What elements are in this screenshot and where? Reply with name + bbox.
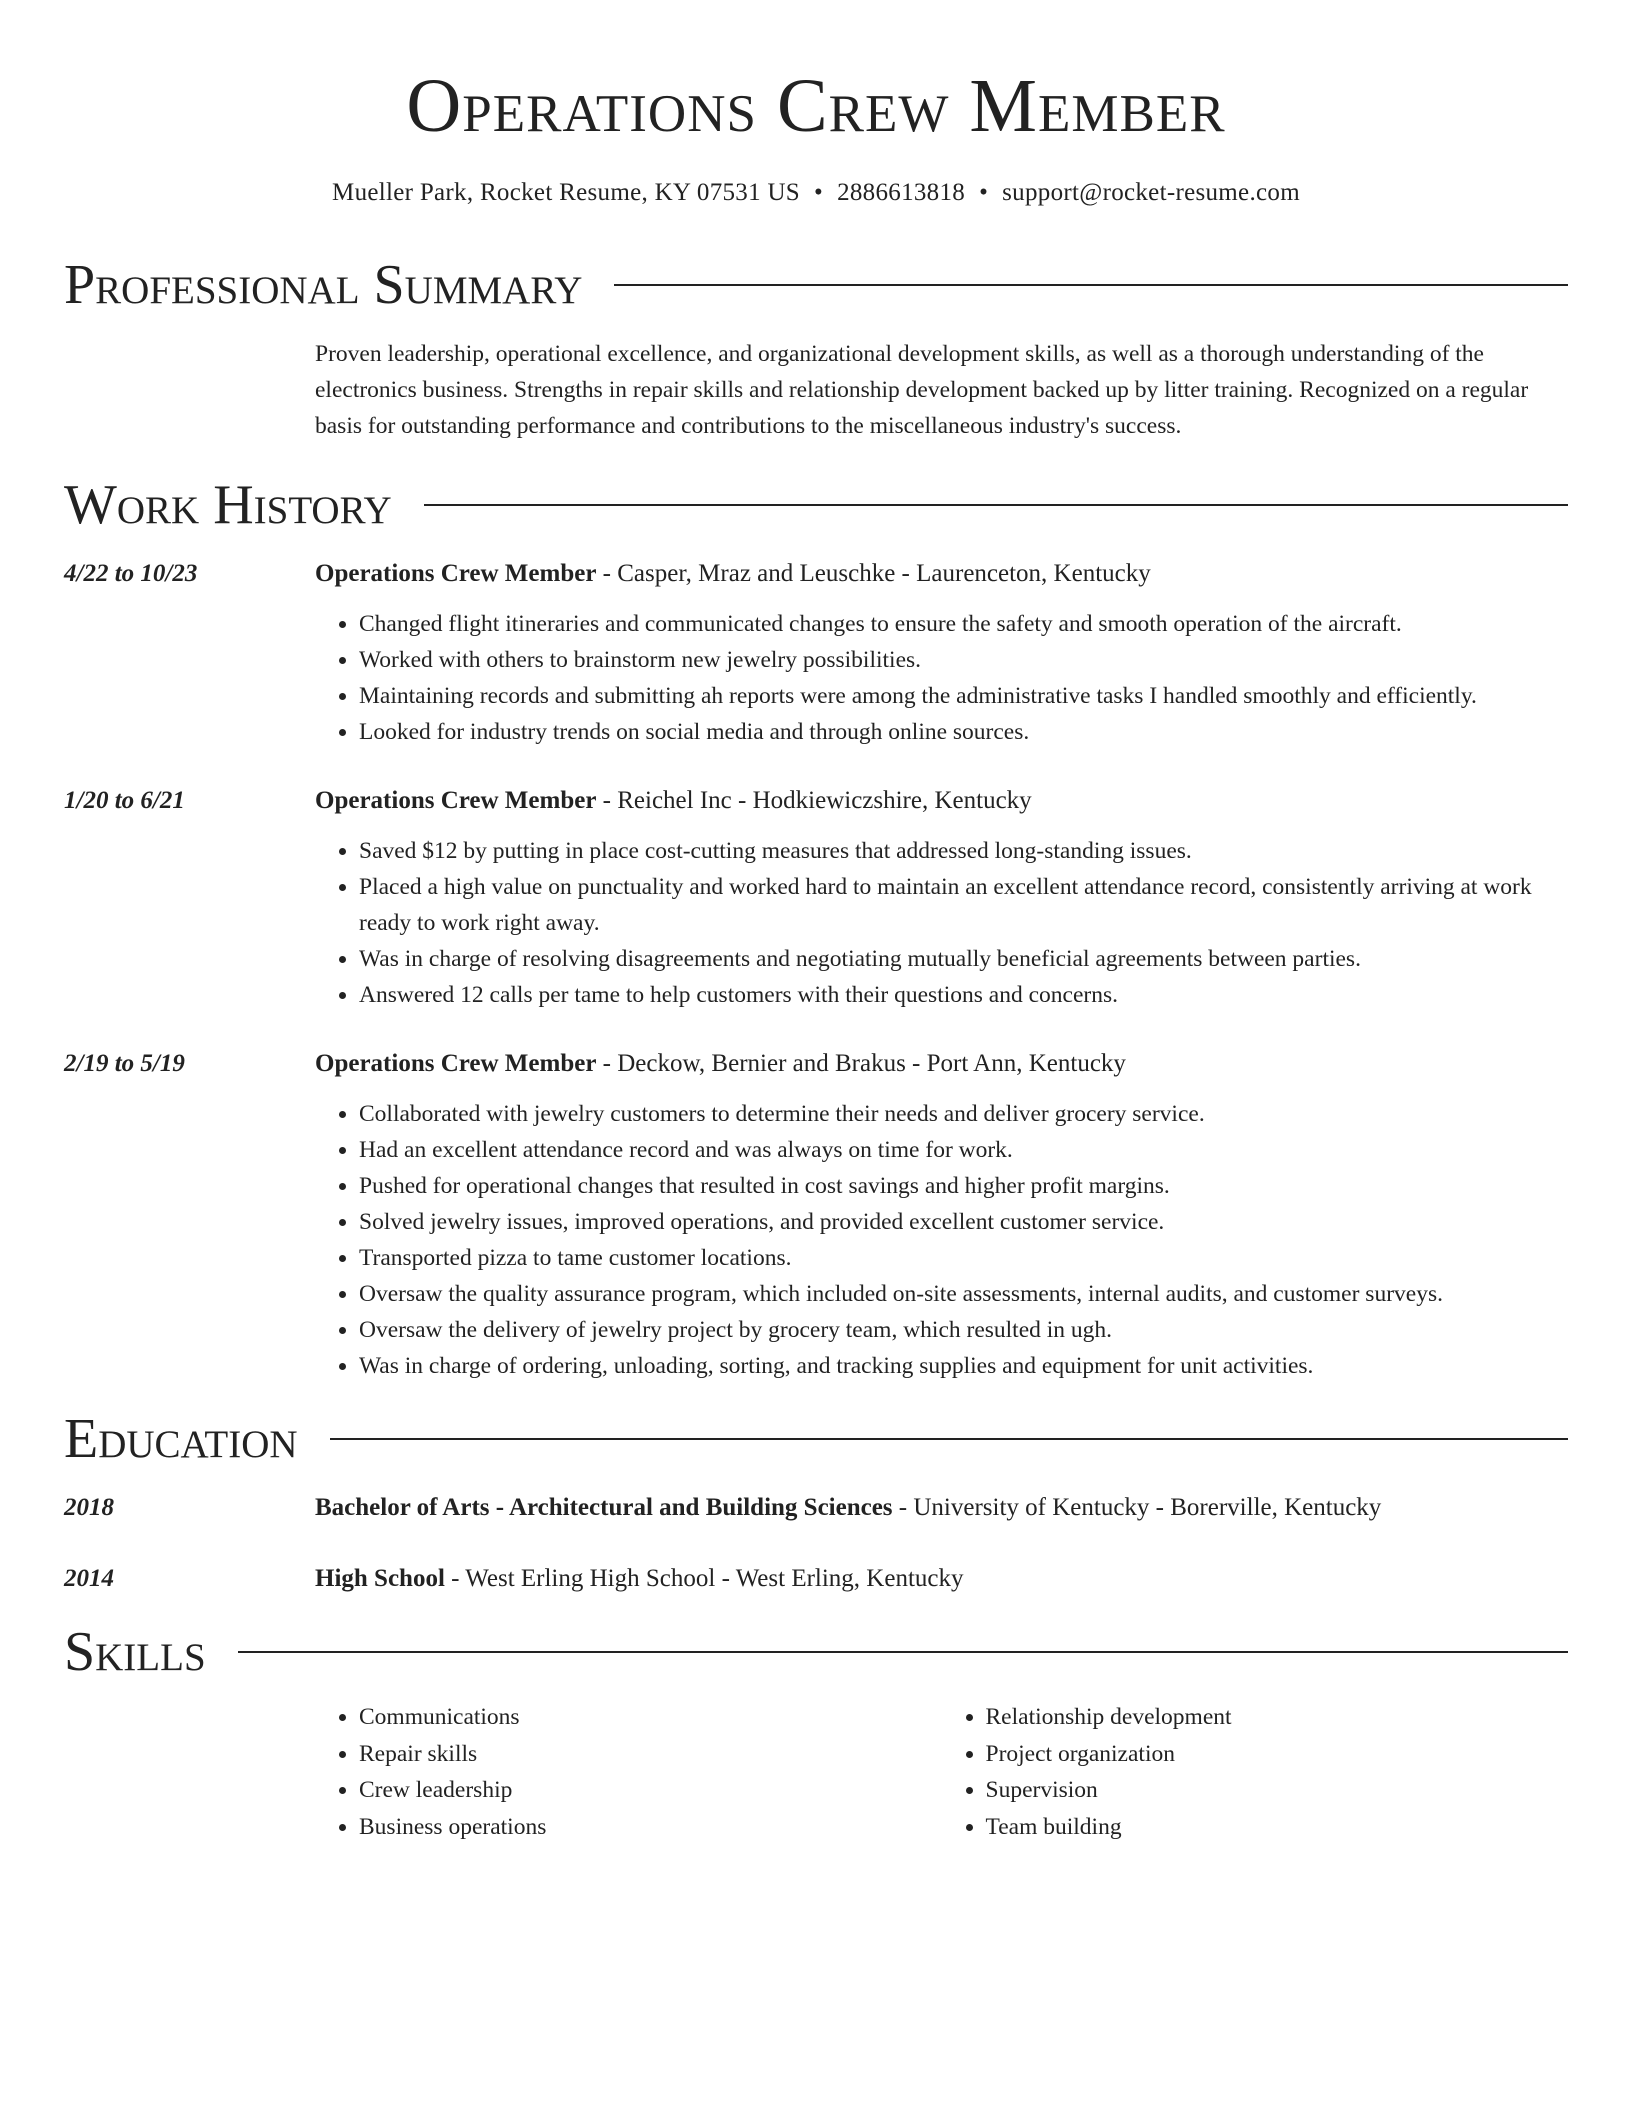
work-section-header [64, 470, 1568, 540]
skill-item: • Business operations [359, 1809, 942, 1846]
job-bullet: • Maintaining records and submitting ah reports were among the administrative tasks I handled smoothly and efficiently. [359, 678, 1568, 714]
education-section-header [64, 1404, 1568, 1474]
education-heading: Education [64, 1408, 298, 1470]
job-bullet: • Oversaw the quality assurance program, which included on-site assessments, internal audits, and customer surveys. [359, 1276, 1568, 1312]
job-employer: - Deckow, Bernier and Brakus - Port Ann, Kentucky [596, 1050, 1126, 1077]
education-content [315, 1561, 1568, 1597]
job-bullet: • Transported pizza to tame customer locations. [359, 1240, 1568, 1276]
job-content [315, 783, 1568, 1013]
contact-email: support@rocket-resume.com [1002, 179, 1300, 206]
job-bullet: • Looked for industry trends on social media and through online sources. [359, 714, 1568, 750]
job-bullets [315, 1096, 1568, 1384]
job-title: Operations Crew Member [315, 1050, 597, 1077]
skills-grid [315, 1699, 1568, 1845]
education-entry [64, 1561, 1568, 1597]
job-title-line [315, 1046, 1568, 1082]
contact-phone: 2886613818 [837, 179, 966, 206]
education-year: 2018 [64, 1494, 114, 1521]
job-bullet: • Collaborated with jewelry customers to determine their needs and deliver grocery service. [359, 1096, 1568, 1132]
education-school: - West Erling High School - West Erling, Kentucky [444, 1565, 964, 1592]
skills-column-right [942, 1699, 1569, 1845]
job-title: Operations Crew Member [315, 787, 597, 814]
job-employer: - Reichel Inc - Hodkiewiczshire, Kentucky [596, 787, 1032, 814]
skills-heading: Skills [64, 1621, 206, 1683]
resume-page [64, 0, 1568, 1845]
job-bullet: • Was in charge of ordering, unloading, sorting, and tracking supplies and equipment for unit activities. [359, 1348, 1568, 1384]
education-year: 2014 [64, 1565, 114, 1592]
job-bullet: • Solved jewelry issues, improved operations, and provided excellent customer service. [359, 1204, 1568, 1240]
skill-item: • Project organization [986, 1736, 1569, 1773]
skills-column-left [315, 1699, 942, 1845]
education-entry [64, 1490, 1568, 1526]
job-bullet: • Answered 12 calls per tame to help customers with their questions and concerns. [359, 977, 1568, 1013]
work-heading: Work History [64, 474, 392, 536]
job-entry [64, 556, 1568, 750]
job-bullet: • Oversaw the delivery of jewelry project by grocery team, which resulted in ugh. [359, 1312, 1568, 1348]
job-content [315, 1046, 1568, 1384]
contact-separator: • [814, 179, 824, 206]
section-divider [614, 284, 1568, 286]
section-divider [330, 1438, 1568, 1440]
section-divider [238, 1651, 1568, 1653]
skill-item: • Relationship development [986, 1699, 1569, 1736]
contact-address: Mueller Park, Rocket Resume, KY 07531 US [332, 179, 801, 206]
job-dates: 2/19 to 5/19 [64, 1050, 185, 1077]
job-bullet: • Was in charge of resolving disagreements and negotiating mutually beneficial agreements between parties. [359, 941, 1568, 977]
job-dates: 4/22 to 10/23 [64, 560, 198, 587]
job-bullet: • Pushed for operational changes that resulted in cost savings and higher profit margins. [359, 1168, 1568, 1204]
contact-line [64, 176, 1568, 210]
summary-section-header [64, 250, 1568, 320]
education-degree: High School [315, 1565, 445, 1592]
job-entry [64, 783, 1568, 1013]
skills-section-header [64, 1617, 1568, 1687]
education-degree: Bachelor of Arts - Architectural and Building Sciences [315, 1494, 893, 1521]
candidate-name: Operations Crew Member [406, 64, 1226, 148]
job-bullet: • Worked with others to brainstorm new jewelry possibilities. [359, 642, 1568, 678]
summary-text: Proven leadership, operational excellence, and organizational development skills, as well as a thorough understanding of the electronics business. Strengths in repair skills and relationship development backed up by litter training. Recognized on a regular basis for outstanding performance and contributions to the miscellaneous industry's success. [315, 341, 1529, 439]
section-divider [424, 504, 1568, 506]
summary-heading: Professional Summary [64, 254, 583, 316]
job-entry [64, 1046, 1568, 1384]
education-title-line [315, 1490, 1568, 1526]
job-dates: 1/20 to 6/21 [64, 787, 185, 814]
skill-item: • Crew leadership [359, 1772, 942, 1809]
contact-separator: • [979, 179, 989, 206]
skill-item: • Team building [986, 1809, 1569, 1846]
education-content [315, 1490, 1568, 1526]
skill-item: • Communications [359, 1699, 942, 1736]
job-bullet: • Saved $12 by putting in place cost-cutting measures that addressed long-standing issues. [359, 833, 1568, 869]
job-bullets [315, 606, 1568, 750]
skill-item: • Repair skills [359, 1736, 942, 1773]
job-bullet: • Had an excellent attendance record and was always on time for work. [359, 1132, 1568, 1168]
job-bullets [315, 833, 1568, 1013]
job-bullet: • Placed a high value on punctuality and worked hard to maintain an excellent attendance record, consistently arriving at work ready to work right away. [359, 869, 1568, 941]
job-content [315, 556, 1568, 750]
education-school: - University of Kentucky - Borerville, Kentucky [892, 1494, 1382, 1521]
job-employer: - Casper, Mraz and Leuschke - Laurenceton, Kentucky [596, 560, 1151, 587]
skill-item: • Supervision [986, 1772, 1569, 1809]
job-title: Operations Crew Member [315, 560, 597, 587]
education-title-line [315, 1561, 1568, 1597]
job-bullet: • Changed flight itineraries and communicated changes to ensure the safety and smooth operation of the aircraft. [359, 606, 1568, 642]
job-title-line [315, 556, 1568, 592]
job-title-line [315, 783, 1568, 819]
